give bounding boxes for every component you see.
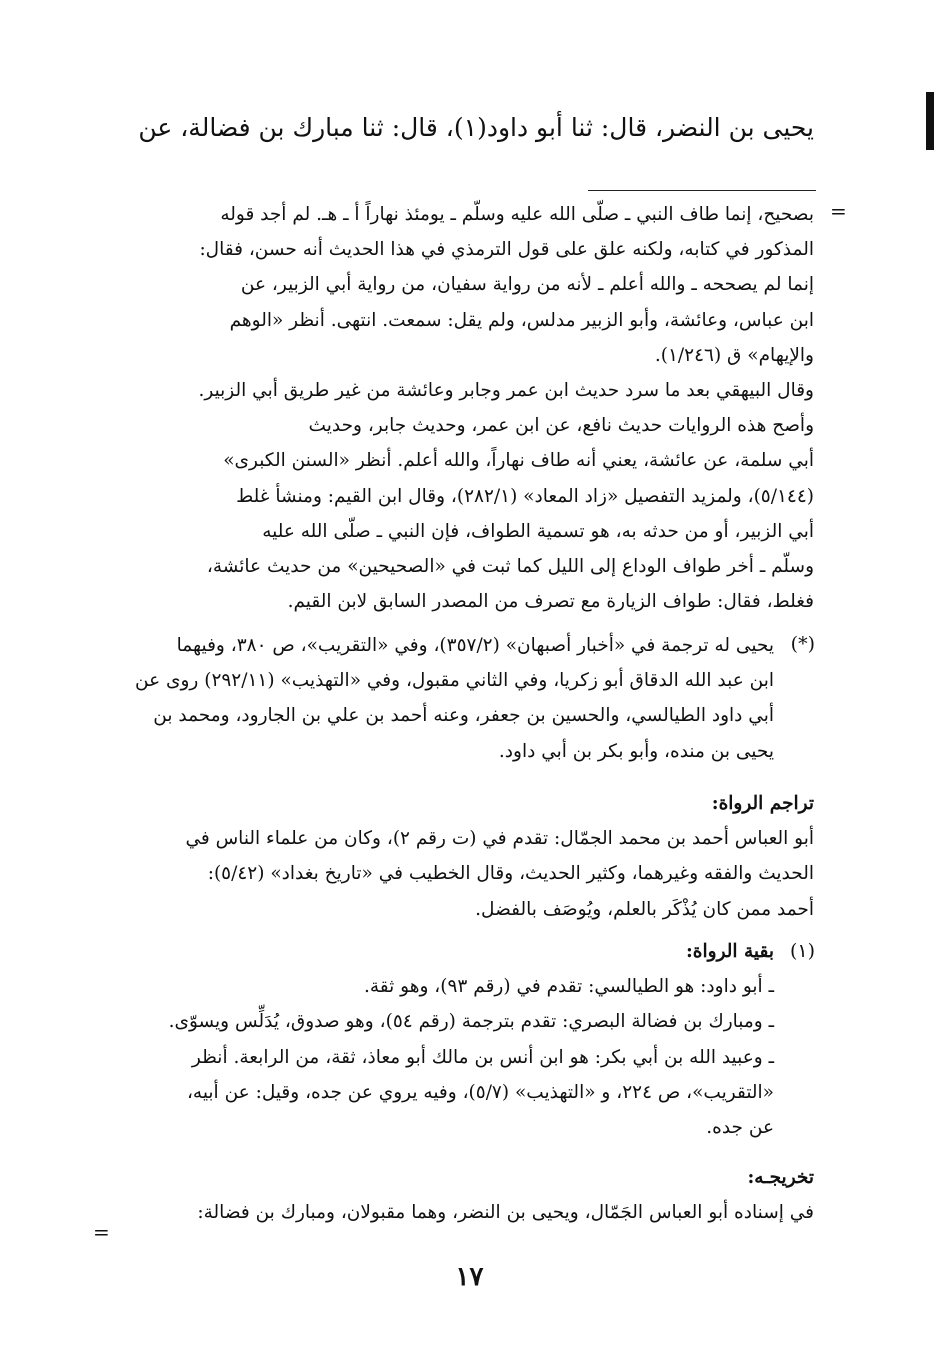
footnote-line: أبي سلمة، عن عائشة، يعني أنه طاف نهاراً، والله أعلم. أنظر «السنن الكبرى» (223, 450, 814, 472)
note1-line: عن جده. (706, 1117, 774, 1139)
note1-heading: بقية الرواة: (685, 941, 774, 962)
note1-marker: (١) (789, 940, 815, 962)
footnote-line: وأصح هذه الروايات حديث نافع، عن ابن عمر، وحديث جابر، وحديث (308, 415, 814, 437)
takhrij-line: في إسناده أبو العباس الجَمّال، ويحيى بن النضر، وهما مقبولان، ومبارك بن فضالة: (197, 1202, 814, 1224)
page-number: ١٧ (455, 1262, 484, 1292)
note1-line: ـ أبو داود: هو الطيالسي: تقدم في (رقم ٩٣)، وهو ثقة. (363, 976, 774, 998)
star-note-line: ابن عبد الله الدقاق أبو زكريا، وفي الثاني مقبول، وفي «التهذيب» (٢٩٢/١١) روى عن (134, 670, 774, 692)
footnote-line: وقال البيهقي بعد ما سرد حديث ابن عمر وجابر وعائشة من غير طريق أبي الزبير. (198, 380, 814, 402)
star-note-line: يحيى له ترجمة في «أخبار أصبهان» (٣٥٧/٢)، وفي «التقريب»، ص ٣٨٠، وفيهما (176, 635, 774, 656)
footnote-line: والإيهام» ق (١/٢٤٦). (654, 344, 814, 366)
note1-line: ـ وعبيد الله بن أبي بكر: هو ابن أنس بن مالك أبو معاذ، ثقة، من الرابعة. أنظر (191, 1046, 774, 1068)
continuation-mark-end: = (93, 1220, 110, 1244)
margin-bar (926, 92, 934, 150)
narrators-heading: تراجم الرواة: (711, 793, 814, 814)
footnote-line: (٥/١٤٤)، ولمزيد التفصيل «زاد المعاد» (٢٨٢/١)، وقال ابن القيم: ومنشأ غلط (236, 485, 814, 507)
footnote-line: فغلط، فقال: طواف الزيارة مع تصرف من المصدر السابق لابن القيم. (287, 591, 814, 613)
star-note-marker: (*) (790, 633, 815, 655)
footnote-separator (588, 190, 816, 191)
star-note-line: أبي داود الطيالسي، والحسين بن جعفر، وعنه أحمد بن علي بن الجارود، ومحمد بن (153, 705, 774, 727)
footnote-line: وسلّم ـ أخر طواف الوداع إلى الليل كما ثبت في «الصحيحين» من حديث عائشة، (206, 556, 814, 578)
note1-line: ـ ومبارك بن فضالة البصري: تقدم بترجمة (رقم ٥٤)، وهو صدوق، يُدَلِّس ويسوّى. (168, 1011, 774, 1033)
note1-section (114, 934, 774, 1145)
continuation-mark: = (830, 199, 847, 223)
takhrij-section (114, 1160, 814, 1230)
note1-line: «التقريب»، ص ٢٢٤، و «التهذيب» (٥/٧)، وفيه يروي عن جده، وقيل: عن أبيه، (186, 1081, 774, 1103)
narrators-line: أحمد ممن كان يُذْكَر بالعلم، ويُوصَف بالفضل. (475, 898, 814, 920)
footnote-line: المذكور في كتابه، ولكنه علق على قول الترمذي في هذا الحديث أنه حسن، فقال: (199, 239, 814, 261)
footnote-line: إنما لم يصححه ـ والله أعلم ـ لأنه من رواية سفيان، من رواية أبي الزبير، عن (240, 274, 814, 296)
narrators-section (114, 786, 814, 927)
narrators-line: الحديث والفقه وغيرهما، وكثير الحديث، وقال الخطيب في «تاريخ بغداد» (٥/٤٢): (207, 863, 814, 885)
main-text-line: يحيى بن النضر، قال: ثنا أبو داود(١)، قال: ثنا مبارك بن فضالة، عن (138, 113, 814, 142)
star-note-line: يحيى بن منده، وأبو بكر بن أبي داود. (498, 740, 774, 762)
footnote-line: أبي الزبير، أو من حدثه به، هو تسمية الطواف، فإن النبي ـ صلّى الله عليه (262, 520, 814, 542)
takhrij-heading: تخريجـه: (747, 1167, 814, 1188)
footnote-continuation (114, 197, 814, 619)
footnote-line: بصحيح، إنما طاف النبي ـ صلّى الله عليه وسلّم ـ يومئذ نهاراً أ ـ هـ. لم أجد قوله (220, 204, 814, 225)
footnote-line: ابن عباس، وعائشة، وأبو الزبير مدلس، ولم يقل: سمعت. انتهى. أنظر «الوهم (229, 309, 814, 331)
narrators-line: أبو العباس أحمد بن محمد الجمّال: تقدم في (ت رقم ٢)، وكان من علماء الناس في (185, 828, 814, 850)
star-note (114, 628, 774, 769)
